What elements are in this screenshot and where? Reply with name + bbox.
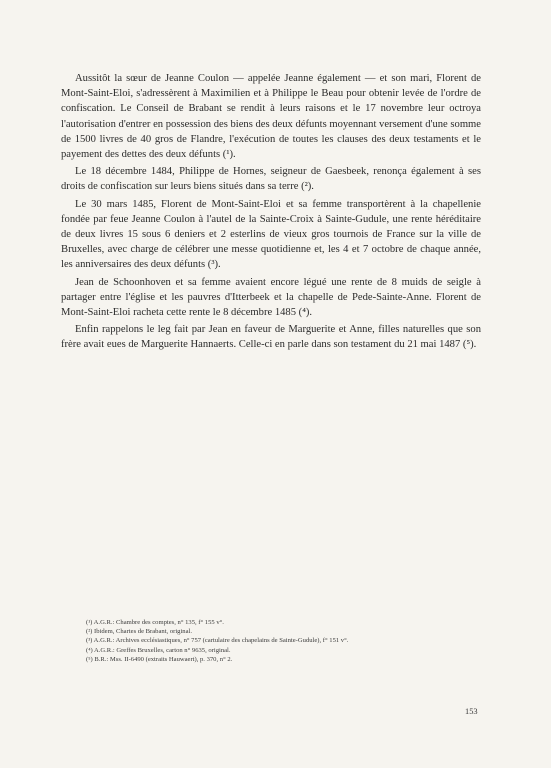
paragraph-1: Aussitôt la sœur de Jeanne Coulon — appelée Jeanne également — et son mari, Florent de Mont-Saint-Eloi, s'adressèrent à Maximilien et à Philippe le Beau pour obtenir levée de l'ordre de confiscation. Le Conseil de Brabant se rendit à leurs raisons et le 17 novembre leur octroya l'autorisation d'entrer en possession des biens des deux défunts moyennant versement d'une somme de 1500 livres de 40 gros de Flandre, l'exécution de toutes les clauses des deux testaments et le payement des dettes des deux défunts (¹). bbox=[61, 73, 481, 161]
footnote-1: (¹) A.G.R.: Chambre des comptes, n° 135, f° 155 v°. bbox=[86, 619, 224, 626]
paragraph-3: Le 30 mars 1485, Florent de Mont-Saint-Eloi et sa femme transportèrent à la chapellenie fondée par feue Jeanne Coulon à l'autel de la Sainte-Croix à Sainte-Gudule, une rente héréditaire de deux livres 15 sous 6 deniers et 2 esterlins de vieux gros tournois de France sur la ville de Bruxelles, avec charge de célébrer une messe quotidienne et, les 4 et 7 octobre de chaque année, les anniversaires des deux défunts (³). bbox=[61, 198, 481, 271]
footnotes bbox=[86, 618, 486, 664]
footnote-3: (³) A.G.R.: Archives ecclésiastiques, n° 757 (cartulaire des chapelains de Sainte-Gudule), f° 151 v°. bbox=[86, 637, 349, 645]
footnote-2: (²) Ibidem, Chartes de Brabant, original. bbox=[86, 628, 192, 636]
paragraph-4: Jean de Schoonhoven et sa femme avaient encore légué une rente de 8 muids de seigle à partager entre l'église et les pauvres d'Itterbeek et la chapelle de Pede-Sainte-Anne. Florent de Mont-Saint-Eloi racheta cette rente le 8 décembre 1485 (⁴). bbox=[61, 276, 481, 319]
main-text bbox=[61, 71, 481, 355]
paragraph-2: Le 18 décembre 1484, Philippe de Hornes, seigneur de Gaesbeek, renonça également à ses droits de confiscation sur leurs biens situés dans sa terre (²). bbox=[61, 166, 481, 193]
footnote-5: (⁵) B.R.: Mss. II-6490 (extraits Hauwaert), p. 370, n° 2. bbox=[86, 655, 233, 663]
footnote-4: (⁴) A.G.R.: Greffes Bruxelles, carton n° 9635, original. bbox=[86, 646, 231, 654]
paragraph-5: Enfin rappelons le leg fait par Jean en faveur de Marguerite et Anne, filles naturelles que son frère avait eues de Marguerite Hannaerts. Celle-ci en parle dans son testament du 21 mai 1487 (⁵). bbox=[61, 324, 481, 351]
page-number: 153 bbox=[465, 707, 478, 716]
